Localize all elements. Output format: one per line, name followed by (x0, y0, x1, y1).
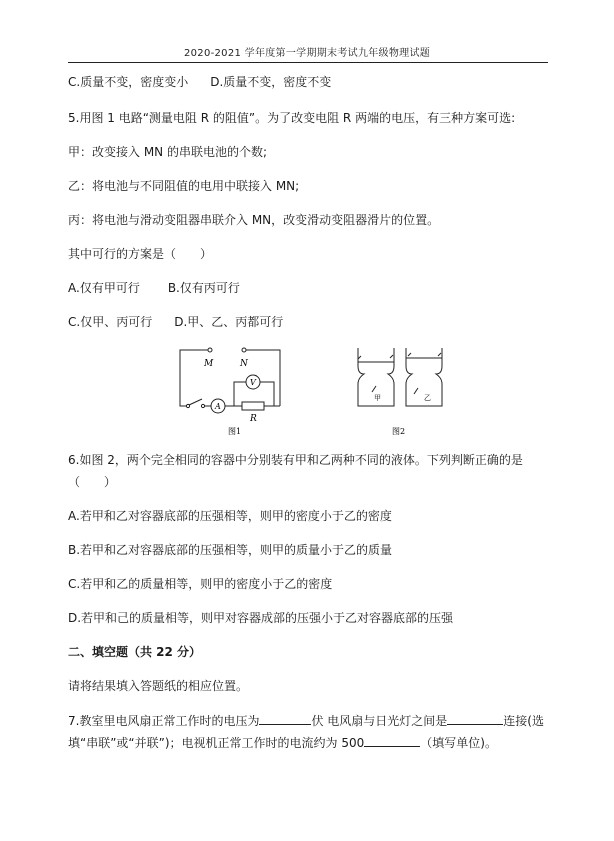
prev-question-options (68, 74, 331, 90)
page-header: 2020-2021 学年度第一学期期末考试九年级物理试题 (183, 48, 431, 59)
q7-part2: 伏 电风扇与日光灯之间是 (311, 714, 448, 728)
label-yi: 乙 (424, 394, 431, 402)
q7-line2-part2: （填写单位)。 (420, 736, 497, 750)
fig2-caption: 图2 (392, 427, 406, 436)
label-m: M (204, 359, 214, 369)
q6-option-c: C.若甲和乙的质量相等，则甲的密度小于乙的密度 (68, 577, 333, 591)
q5-ask: 其中可行的方案是（ ） (68, 247, 213, 261)
q6-option-b: B.若甲和乙对容器底部的压强相等，则甲的质量小于乙的质量 (68, 543, 393, 557)
q7-line2 (68, 734, 497, 751)
q5-options-cd (68, 314, 283, 330)
q5-option-a: A.仅有甲可行 (68, 281, 140, 295)
q7-line1 (68, 712, 544, 729)
section-2-title: 二、填空题（共 22 分） (68, 645, 202, 659)
q5-options-ab (68, 280, 240, 296)
q6-option-d: D.若甲和己的质量相等，则甲对容器成部的压强小于乙对容器底部的压强 (68, 611, 454, 625)
q5-stem: 5.用图 1 电路“测量电阻 R 的阻值”。为了改变电阻 R 两端的电压，有三种方案可选: (68, 111, 516, 125)
q5-plan-bing: 丙：将电池与滑动变阻器串联介入 MN，改变滑动变阻器滑片的位置。 (68, 213, 440, 227)
q6-option-a: A.若甲和乙对容器底部的压强相等，则甲的密度小于乙的密度 (68, 509, 392, 523)
q6-stem-line1: 6.如图 2，两个完全相同的容器中分别装有甲和乙两种不同的液体。下列判断正确的是 (68, 453, 523, 467)
figure-2-containers (352, 344, 452, 440)
q7-blank-voltage[interactable] (259, 712, 311, 725)
option-d: D.质量不变，密度不变 (210, 75, 332, 89)
q7-part1: 7.教室里电风扇正常工作时的电压为 (68, 714, 260, 728)
q7-line2-part1: 填“串联”或“并联”)；电视机正常工作时的电流约为 500 (68, 736, 365, 750)
q5-option-c: C.仅甲、丙可行 (68, 315, 153, 329)
q5-option-d: D.甲、乙、丙都可行 (174, 315, 284, 329)
fig1-caption: 图1 (228, 427, 242, 436)
label-v: V (250, 378, 256, 387)
label-n: N (240, 359, 248, 369)
label-jia: 甲 (374, 394, 381, 402)
q7-part3: 连接(选 (503, 714, 544, 728)
header-divider (68, 62, 548, 63)
option-c: C.质量不变，密度变小 (68, 75, 189, 89)
section-2-instruction: 请将结果填入答题纸的相应位置。 (68, 679, 249, 693)
figure-1-circuit (170, 344, 310, 440)
q7-blank-connection[interactable] (447, 712, 503, 725)
label-r: R (250, 414, 257, 424)
q5-plan-jia: 甲：改变接入 MN 的串联电池的个数; (68, 145, 268, 159)
q6-stem-line2: （ ） (68, 475, 117, 489)
q5-option-b: B.仅有丙可行 (167, 281, 240, 295)
q5-plan-yi: 乙：将电池与不同阻值的电用中联接入 MN; (68, 179, 300, 193)
q7-blank-unit[interactable] (364, 734, 420, 747)
label-a: A (215, 402, 221, 411)
